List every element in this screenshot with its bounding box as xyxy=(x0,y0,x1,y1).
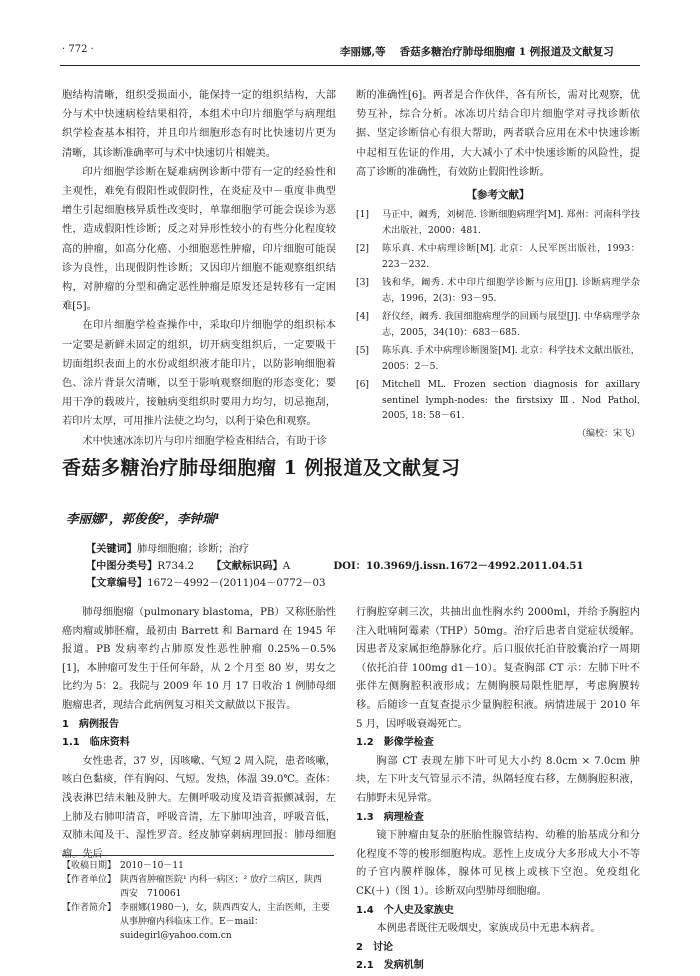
reference-item xyxy=(356,207,640,238)
subsection-heading: 2.1 发病机制 xyxy=(356,960,424,972)
footnotes xyxy=(62,859,334,943)
article-left-column xyxy=(62,604,336,864)
bio-value: 李丽娜(1980－)，女，陕西西安人，主治医师，主要从事肿瘤内科临床工作。E－mail：suidegirl@yahoo.com.cn xyxy=(120,903,330,941)
keywords-value: 肺母细胞瘤；诊断；治疗 xyxy=(136,544,249,555)
reference-item xyxy=(356,275,640,306)
bio-label: 【作者简介】 xyxy=(62,903,117,913)
reference-number: [1] xyxy=(356,209,370,221)
reference-text: Mitchell ML. Frozen section diagnosis for axillary sentinel lymph-nodes: the firstsixy Ⅲ. Nod Pathol, 2005, 18: 58－61. xyxy=(382,379,640,422)
article-id-label: 【文章编号】 xyxy=(86,577,148,589)
prev-paragraph: 术中快速冰冻切片与印片细胞学检查相结合，有助于诊 xyxy=(82,435,327,447)
article-id-value: 1672－4992－(2011)04－0772－03 xyxy=(147,578,326,589)
header-rule xyxy=(60,65,640,66)
reference-text: 马正中，阚秀，刘树范. 诊断细胞病理学[M]. 郑州：河南科学技术出版社，2000：481. xyxy=(382,209,640,236)
pathology-paragraph: 镜下肿瘤由复杂的胚胎性腺管结构、幼稚的胎基成分和分化程度不等的梭形细胞构成。恶性上皮成分大多形成大小不等的子宫内膜样腺体，腺体可见核上或核下空泡。免疫组化 CK(＋)（图 1）。诊断双向型肺母细胞瘤。 xyxy=(356,830,640,897)
reference-number: [3] xyxy=(356,277,370,289)
running-header-title: 香菇多糖治疗肺母细胞瘤 1 例报道及文献复习 xyxy=(399,46,614,58)
section-heading: 2 讨论 xyxy=(356,941,393,953)
running-header-authors: 李丽娜,等 xyxy=(340,46,386,58)
treatment-paragraph: 行胸腔穿刺三次，共抽出血性胸水约 2000ml，并给予胸腔内注入吡喃阿霉素（THP）50mg。治疗后患者自觉症状缓解。因患者及家属拒绝静脉化疗。后口服依托泊苷胶囊治疗一周期（依托泊苷 100mg d1－10）。复查胸部 CT 示：左肺下叶不张伴左侧胸腔积液形成；左侧胸膜局限性肥厚，考虑胸膜转移。后随诊一直复查提示少量胸腔积液。病情进展于 2010 年 5 月，因呼吸衰竭死亡。 xyxy=(356,607,640,730)
prev-article-right-column xyxy=(356,86,640,444)
clinical-paragraph: 女性患者，37 岁，因咳嗽、气短 2 周入院，患者咳嗽，咳白色黏痰，伴有胸闷、气短。发热，体温 39.0℃。查体：浅表淋巴结未触及肿大。左侧呼吸动度及语音振颤减弱，左上肺及右肺叩清音，呼吸音清，左下肺叩浊音，呼吸音低，双肺未闻及干、湿性罗音。经皮肺穿刺病理回报：肺母细胞瘤。先后 xyxy=(62,755,336,860)
doi: DOI：10.3969/j.issn.1672－4992.2011.04.51 xyxy=(333,560,584,572)
article-title: 香菇多糖治疗肺母细胞瘤 1 例报道及文献复习 xyxy=(62,457,461,479)
affiliation-value: 陕西省肿瘤医院¹ 内科一病区；² 放疗二病区，陕西 西安 710061 xyxy=(120,875,331,899)
article-right-column xyxy=(356,604,640,976)
received-value: 2010－10－11 xyxy=(120,861,184,871)
reference-number: [6] xyxy=(356,379,370,391)
reference-text: 陈乐真. 手术中病理诊断图鉴[M]. 北京：科学技术文献出版社，2005：2－5. xyxy=(382,345,640,372)
imaging-paragraph: 胸部 CT 表现左肺下叶可见大小约 8.0cm × 7.0cm 肿块，左下叶支气管显示不清，纵隔轻度右移，左侧胸腔积液，右肺野未见异常。 xyxy=(356,755,640,804)
page-number: · 772 · xyxy=(62,44,94,55)
clc-value: R734.2 xyxy=(157,561,195,572)
clc-label: 【中图分类号】 xyxy=(86,560,158,572)
intro-paragraph: 肺母细胞瘤（pulmonary blastoma，PB）又称胚胎性癌肉瘤或肺胚瘤，最初由 Barrett 和 Barnard 在 1945 年报道。PB 发病率约占肺原发性恶性肿瘤 0.25%－0.5%[1]，本肿瘤可发生于任何年龄，从 2 个月至 80 岁，男女之比约为 5：2。我院与 2009 年 10 月 17 日收治 1 例肺母细胞瘤患者，现结合此病例复习相关文献做以下报告。 xyxy=(62,607,336,711)
reference-number: [2] xyxy=(356,243,370,255)
subsection-heading: 1.2 影像学检查 xyxy=(356,737,434,749)
reference-item xyxy=(356,377,640,424)
author-bio xyxy=(62,901,334,943)
received-date xyxy=(62,859,334,873)
reference-item xyxy=(356,343,640,374)
section-heading: 1 病例报告 xyxy=(62,718,119,730)
footnote-rule xyxy=(62,855,334,856)
subsection-heading: 1.1 临床资料 xyxy=(62,737,130,749)
subsection-heading: 1.3 病理检查 xyxy=(356,811,424,823)
keywords-line xyxy=(86,541,249,558)
prev-paragraph: 断的准确性[6]。两者是合作伙伴，各有所长，需对比观察，优势互补，综合分析。冰冻切片结合印片细胞学对寻找诊断依据、坚定诊断信心有很大帮助，两者联合应用在术中快速诊断中起相互佐证的作用，大大减小了术中快速诊断的风险性，提高了诊断的准确性，有效防止假阳性诊断。 xyxy=(356,90,640,178)
prev-paragraph: 印片细胞学诊断在疑难病例诊断中带有一定的经验性和主观性，难免有假阳性或假阴性，在炎症及中－重度非典型增生引起细胞核异质性改变时，单靠细胞学可能会误诊为恶性，造成假阳性诊断；反之对异形性较小的有些分化程度较高的肿瘤，如高分化癌、小细胞恶性肿瘤，印片细胞可能误诊为良性，出现假阴性诊断；又因印片细胞不能观察组织结构，对肿瘤的分型和确定恶性肿瘤是原发还是转移有一定困难[5]。 xyxy=(62,166,336,313)
keywords-label: 【关键词】 xyxy=(86,543,137,555)
prev-paragraph: 胞结构清晰，组织受损面小，能保持一定的组织结构，大部分与术中快速病检结果相符，本组术中印片细胞学与病理组织学检查基本相符，并且印片细胞形态有时比快速切片更为清晰，其诊断准确率可与术中快速切片相媲美。 xyxy=(62,90,336,159)
article-id-line xyxy=(86,575,325,592)
author-affiliation xyxy=(62,873,334,901)
affiliation-label: 【作者单位】 xyxy=(62,875,117,885)
running-header xyxy=(340,44,638,59)
classification-line xyxy=(86,558,646,575)
prev-article-left-column xyxy=(62,86,336,451)
reference-item xyxy=(356,309,640,340)
reference-text: 陈乐真. 术中病理诊断[M]. 北京：人民军医出版社，1993：223－232. xyxy=(382,243,640,270)
reference-number: [4] xyxy=(356,311,370,323)
history-paragraph: 本例患者既往无吸烟史，家族成员中无患本病者。 xyxy=(376,923,601,935)
reference-text: 钱和华，阚秀. 术中印片细胞学诊断与应用[J]. 诊断病理学杂志，1996，2(3)：93－95. xyxy=(382,277,640,304)
references-heading: 【参考文献】 xyxy=(466,189,530,202)
reference-text: 舒仪经，阚秀. 我国细胞病理学的回顾与展望[J]. 中华病理学杂志，2005，34(10)：683－685. xyxy=(382,311,640,338)
prev-paragraph: 在印片细胞学检查操作中，采取印片细胞学的组织标本一定要是新鲜未固定的组织，切开病变组织后，一定要吸干切面组织表面上的水份或组织液才能印片，以防影响细胞着色、涂片背景欠清晰，以至于影响观察细胞的形态变化；要用干净的载玻片，接触病变组织时要用力均匀，切忌拖刮，若印片太厚，可用推片法使之均匀，以利于染色和观察。 xyxy=(62,320,336,428)
doc-code-value: A xyxy=(282,561,291,572)
editor-note: （编校：宋飞） xyxy=(576,428,640,439)
reference-number: [5] xyxy=(356,345,370,357)
reference-item xyxy=(356,241,640,272)
doc-code-label: 【文献标识码】 xyxy=(211,560,283,572)
received-label: 【收稿日期】 xyxy=(62,861,117,871)
subsection-heading: 1.4 个人史及家族史 xyxy=(356,904,454,916)
article-authors: 李丽娜¹，郭俊俊²，李钟瑞¹ xyxy=(66,511,220,526)
